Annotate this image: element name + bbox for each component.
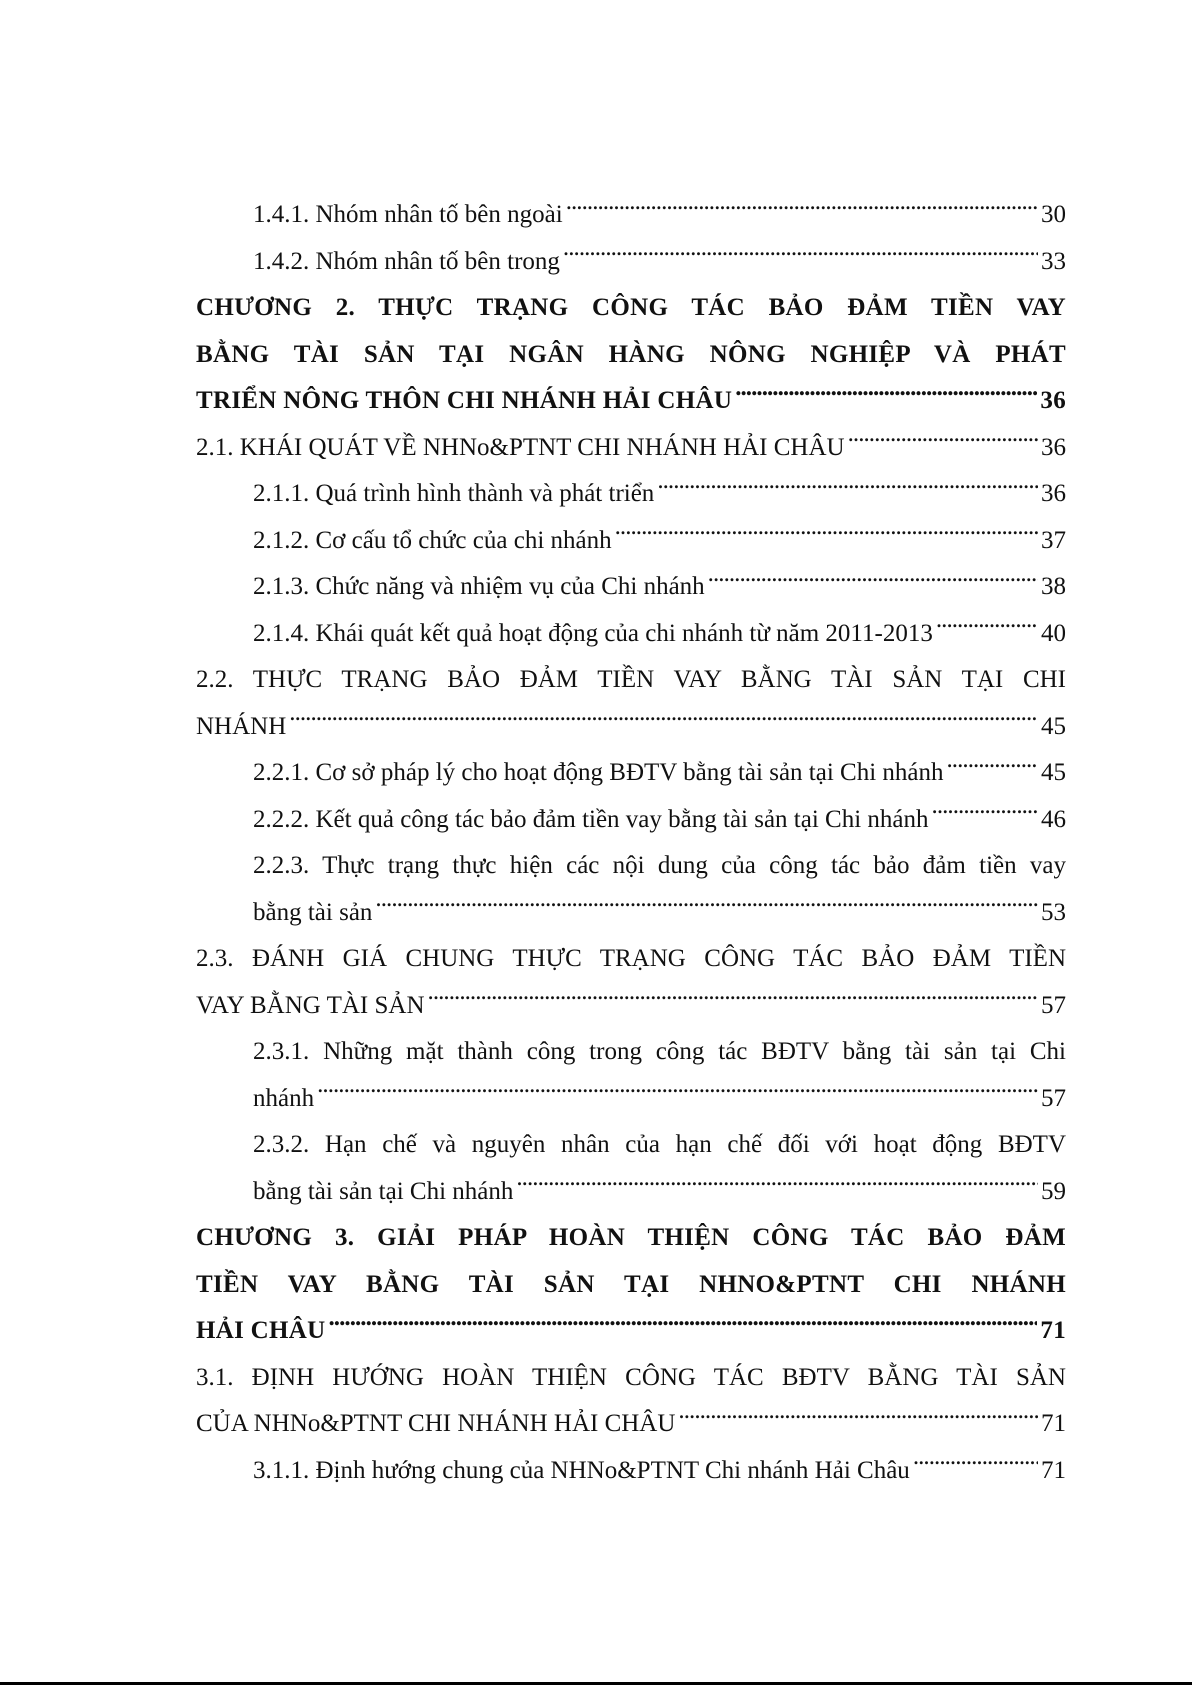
toc-entry-title: VAY BẰNG TÀI SẢN xyxy=(196,991,425,1019)
toc-entry-title: 1.4.1. Nhóm nhân tố bên ngoài xyxy=(253,201,563,228)
dot-leader xyxy=(566,202,1038,222)
dot-leader xyxy=(657,481,1038,501)
toc-page-number: 57 xyxy=(1041,1084,1066,1112)
toc-subsection-entry[interactable] xyxy=(196,1122,1066,1215)
dot-leader xyxy=(289,714,1038,734)
toc-section-entry[interactable] xyxy=(196,425,1066,472)
toc-subsection-entry[interactable] xyxy=(196,192,1066,239)
toc-entry-final-line xyxy=(253,1448,1066,1495)
toc-page-number: 36 xyxy=(1041,433,1066,461)
toc-entry-title: HẢI CHÂU xyxy=(196,1317,326,1344)
toc-entry-title: 2.1.1. Quá trình hình thành và phát triển xyxy=(253,480,655,507)
toc-page-number: 33 xyxy=(1041,247,1066,275)
toc-entry-final-line xyxy=(196,1401,1066,1448)
toc-page-number: 59 xyxy=(1041,1177,1066,1205)
toc-page-number: 53 xyxy=(1041,898,1066,926)
toc-entry-final-line xyxy=(253,471,1066,518)
toc-page-number: 71 xyxy=(1041,1410,1066,1437)
toc-subsection-entry[interactable] xyxy=(196,611,1066,658)
dot-leader xyxy=(913,1458,1038,1478)
toc-entry-final-line xyxy=(253,1169,1066,1216)
toc-entry-line: 3.1. ĐỊNH HƯỚNG HOÀN THIỆN CÔNG TÁC BĐTV BẰNG TÀI SẢN xyxy=(196,1363,1066,1391)
dot-leader xyxy=(375,900,1038,920)
toc-page-number: 36 xyxy=(1041,480,1066,507)
toc-entry-title: 2.2.2. Kết quả công tác bảo đảm tiền vay bằng tài sản tại Chi nhánh xyxy=(253,805,929,833)
toc-entry-final-line xyxy=(196,425,1066,472)
toc-entry-line: TIỀN VAY BẰNG TÀI SẢN TẠI NHNO&PTNT CHI NHÁNH xyxy=(196,1270,1066,1298)
dot-leader xyxy=(317,1086,1038,1106)
toc-page-number: 46 xyxy=(1041,805,1066,833)
dot-leader xyxy=(708,574,1038,594)
toc-page-number: 45 xyxy=(1041,712,1066,740)
toc-entry-final-line xyxy=(253,564,1066,611)
toc-subsection-entry[interactable] xyxy=(196,1029,1066,1122)
toc-subsection-entry[interactable] xyxy=(196,518,1066,565)
toc-page-number: 30 xyxy=(1041,201,1066,228)
dot-leader xyxy=(678,1411,1038,1431)
dot-leader xyxy=(428,993,1038,1013)
toc-entry-line: 2.3.1. Những mặt thành công trong công tác BĐTV bằng tài sản tại Chi xyxy=(253,1038,1066,1065)
dot-leader xyxy=(947,760,1039,780)
toc-entry-line: 2.2. THỰC TRẠNG BẢO ĐẢM TIỀN VAY BẰNG TÀI SẢN TẠI CHI xyxy=(196,666,1066,693)
toc-subsection-entry[interactable] xyxy=(196,239,1066,286)
toc-entry-title: 2.1.3. Chức năng và nhiệm vụ của Chi nhánh xyxy=(253,573,705,600)
toc-entry-final-line xyxy=(253,797,1066,844)
toc-entry-line: BẰNG TÀI SẢN TẠI NGÂN HÀNG NÔNG NGHIỆP VÀ PHÁT xyxy=(196,340,1066,368)
toc-entry-title: 2.1.2. Cơ cấu tổ chức của chi nhánh xyxy=(253,526,612,554)
toc-entry-final-line xyxy=(196,378,1066,425)
toc-section-entry[interactable] xyxy=(196,1355,1066,1448)
toc-entry-line: 2.2.3. Thực trạng thực hiện các nội dung của công tác bảo đảm tiền vay xyxy=(253,852,1066,879)
dot-leader xyxy=(848,435,1038,455)
dot-leader xyxy=(735,388,1037,408)
toc-entry-title: 2.2.1. Cơ sở pháp lý cho hoạt động BĐTV bằng tài sản tại Chi nhánh xyxy=(253,759,944,786)
toc-entry-final-line xyxy=(196,1308,1066,1355)
toc-entry-line: CHƯƠNG 2. THỰC TRẠNG CÔNG TÁC BẢO ĐẢM TIỀN VAY xyxy=(196,294,1066,321)
toc-entry-title: 2.1.4. Khái quát kết quả hoạt động của chi nhánh từ năm 2011-2013 xyxy=(253,619,933,647)
toc-page-number: 36 xyxy=(1040,387,1066,414)
toc-entry-line: 2.3. ĐÁNH GIÁ CHUNG THỰC TRẠNG CÔNG TÁC BẢO ĐẢM TIỀN xyxy=(196,945,1066,972)
toc-entry-final-line xyxy=(253,890,1066,937)
dot-leader xyxy=(329,1318,1038,1338)
dot-leader xyxy=(563,249,1038,269)
dot-leader xyxy=(932,807,1038,827)
toc-section-entry[interactable] xyxy=(196,657,1066,750)
dot-leader xyxy=(615,528,1038,548)
dot-leader xyxy=(516,1179,1038,1199)
toc-subsection-entry[interactable] xyxy=(196,750,1066,797)
table-of-contents xyxy=(196,192,1066,1494)
toc-entry-title: bằng tài sản xyxy=(253,898,373,926)
toc-entry-title: bằng tài sản tại Chi nhánh xyxy=(253,1177,514,1205)
toc-entry-final-line xyxy=(253,192,1066,239)
toc-entry-final-line xyxy=(253,239,1066,286)
toc-entry-line: CHƯƠNG 3. GIẢI PHÁP HOÀN THIỆN CÔNG TÁC BẢO ĐẢM xyxy=(196,1224,1066,1251)
toc-entry-final-line xyxy=(196,704,1066,751)
toc-page-number: 40 xyxy=(1041,619,1066,647)
toc-chapter-entry[interactable] xyxy=(196,1215,1066,1355)
toc-entry-final-line xyxy=(196,983,1066,1030)
toc-entry-title: 3.1.1. Định hướng chung của NHNo&PTNT Chi nhánh Hải Châu xyxy=(253,1456,910,1484)
toc-entry-final-line xyxy=(253,518,1066,565)
toc-subsection-entry[interactable] xyxy=(196,471,1066,518)
toc-entry-final-line xyxy=(253,750,1066,797)
toc-chapter-entry[interactable] xyxy=(196,285,1066,425)
toc-entry-title: 2.1. KHÁI QUÁT VỀ NHNo&PTNT CHI NHÁNH HẢI CHÂU xyxy=(196,433,845,461)
toc-section-entry[interactable] xyxy=(196,936,1066,1029)
toc-subsection-entry[interactable] xyxy=(196,564,1066,611)
toc-page-number: 57 xyxy=(1041,991,1066,1019)
toc-page-number: 37 xyxy=(1041,526,1066,554)
toc-entry-final-line xyxy=(253,611,1066,658)
toc-entry-title: TRIỂN NÔNG THÔN CHI NHÁNH HẢI CHÂU xyxy=(196,387,733,414)
toc-entry-title: nhánh xyxy=(253,1084,315,1112)
dot-leader xyxy=(936,621,1038,641)
toc-page-number: 71 xyxy=(1040,1317,1066,1344)
toc-entry-title: CỦA NHNo&PTNT CHI NHÁNH HẢI CHÂU xyxy=(196,1410,676,1437)
toc-subsection-entry[interactable] xyxy=(196,797,1066,844)
toc-entry-title: 1.4.2. Nhóm nhân tố bên trong xyxy=(253,247,560,275)
toc-subsection-entry[interactable] xyxy=(196,1448,1066,1495)
toc-entry-line: 2.3.2. Hạn chế và nguyên nhân của hạn chế đối với hoạt động BĐTV xyxy=(253,1131,1066,1158)
toc-entry-title: NHÁNH xyxy=(196,712,287,740)
toc-page-number: 71 xyxy=(1041,1456,1066,1484)
toc-subsection-entry[interactable] xyxy=(196,843,1066,936)
toc-page-number: 45 xyxy=(1041,759,1066,786)
toc-entry-final-line xyxy=(253,1076,1066,1123)
toc-page-number: 38 xyxy=(1041,573,1066,600)
